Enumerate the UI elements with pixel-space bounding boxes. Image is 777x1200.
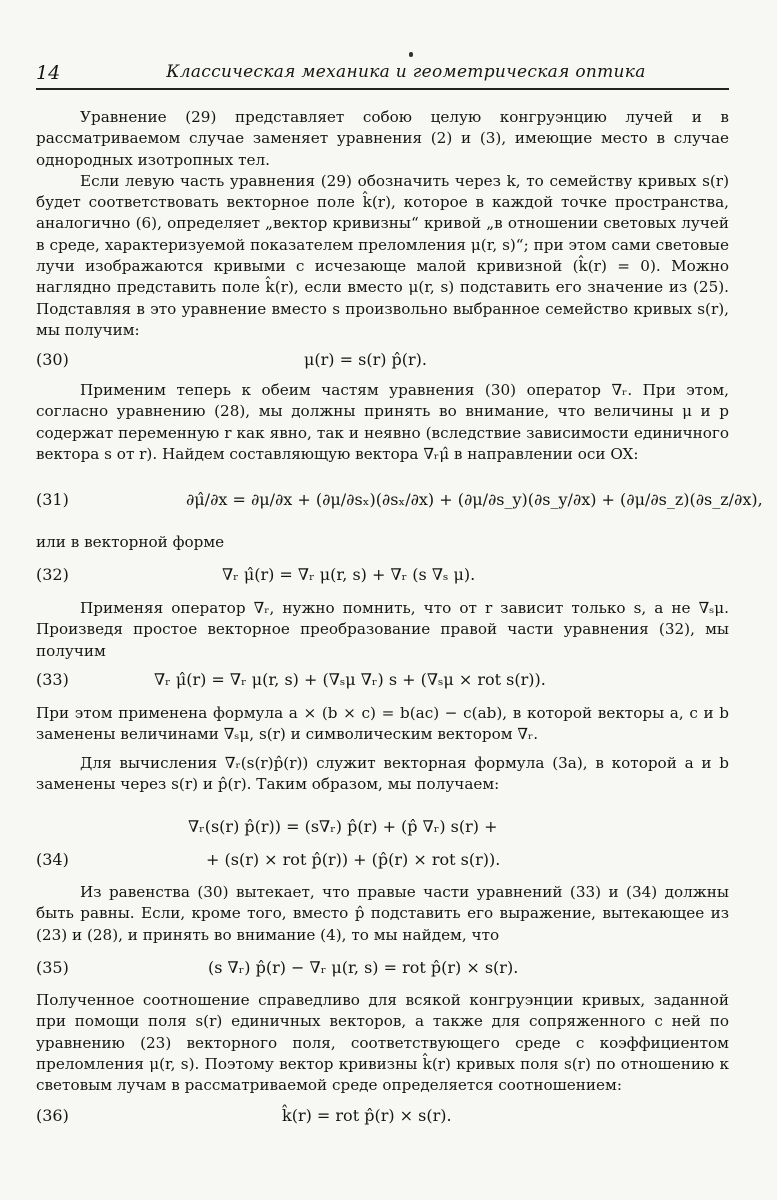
- paragraph-vector-form: [36, 532, 729, 553]
- equation-34-line-1: [36, 817, 729, 847]
- equation-body: ∇ᵣ μ̂(r) = ∇ᵣ μ(r, s) + (∇ₛμ ∇ᵣ) s + (∇ₛμ × rot s(r)).: [154, 670, 546, 689]
- paragraph-applying: [36, 598, 729, 662]
- equation-31: [36, 490, 763, 520]
- paragraph-text: Если левую часть уравнения (29) обозначить через k, то семейству кривых s(r) будет соответствовать векторное поле k̂(r), которое в каждой точке пространства, аналогично (6), определяет „вектор кривизны“ кривой „в отношении световых лучей в среде, характеризуемой показателем преломления μ(r, s)“; при этом сами световые лучи изображаются кривыми с исчезающе малой кривизной (k̂(r) = 0). Можно наглядно представить поле k̂(r), если вместо μ(r, s) подставить его значение из (25). Подставляя в это уравнение вместо s произвольно выбранное семейство кривых s(r), мы получим:: [36, 171, 729, 339]
- equation-number: (33): [36, 670, 69, 689]
- equation-number: (30): [36, 350, 69, 369]
- paragraph-congruence: [36, 107, 729, 341]
- paragraph-computation: [36, 753, 729, 796]
- equation-body: k̂(r) = rot p̂(r) × s(r).: [282, 1106, 452, 1125]
- equation-number: (35): [36, 958, 69, 977]
- paragraph-text: или в векторной форме: [36, 533, 225, 551]
- page-number: 14: [36, 62, 61, 84]
- equation-32: [36, 565, 729, 595]
- running-title: Классическая механика и геометрическая оптика: [166, 62, 646, 82]
- equation-body: (s ∇ᵣ) p̂(r) − ∇ᵣ μ(r, s) = rot p̂(r) × s(r).: [208, 958, 519, 977]
- paragraph-text: Применим теперь к обеим частям уравнения (30) оператор ∇ᵣ. При этом, согласно уравнению (28), мы должны принять во внимание, что величины μ и p содержат переменную r как явно, так и неявно (вследствие зависимости единичного вектора s от r). Найдем составляющую вектора ∇ᵣμ̂ в направлении оси OX:: [36, 381, 729, 463]
- equation-body: ∇ᵣ μ̂(r) = ∇ᵣ μ(r, s) + ∇ᵣ (s ∇ₛ μ).: [222, 565, 476, 584]
- paragraph-formula: [36, 703, 729, 746]
- paragraph-text: Из равенства (30) вытекает, что правые части уравнений (33) и (34) должны быть равны. Если, кроме того, вместо p̂ подставить его выражение, вытекающее из (23) и (28), и принять во внимание (4), то мы найдем, что: [36, 883, 729, 944]
- scan-mark: [409, 52, 413, 57]
- paragraph-text: При этом применена формула a × (b × c) = b(ac) − c(ab), в которой векторы a, c и b заменены величинами ∇ₛμ, s(r) и символическим вектором ∇ᵣ.: [36, 704, 729, 744]
- page-header: [36, 62, 729, 90]
- equation-body: μ(r) = s(r) p̂(r).: [304, 350, 427, 369]
- paragraph-text: Уравнение (29) представляет собою целую конгруэнцию лучей и в рассматриваемом случае заменяет уравнения (2) и (3), имеющие место в случае однородных изотропных тел.: [36, 108, 729, 169]
- paragraph-text: Полученное соотношение справедливо для всякой конгруэнции кривых, заданной при помощи поля s(r) единичных векторов, а также для сопряженного с ней по уравнению (23) векторного поля, соответствующего среде с коэффициентом преломления μ(r, s). Поэтому вектор кривизны k̂(r) кривых поля s(r) по отношению к световым лучам в рассматриваемой среде определяется соотношением:: [36, 991, 729, 1095]
- equation-number: (34): [36, 850, 69, 869]
- equation-number: (31): [36, 490, 69, 509]
- equation-36: [36, 1106, 729, 1136]
- paragraph-equality: [36, 882, 729, 946]
- equation-number: (32): [36, 565, 69, 584]
- equation-35: [36, 958, 729, 988]
- paragraph-operator: [36, 380, 729, 465]
- paragraph-text: Применяя оператор ∇ᵣ, нужно помнить, что от r зависит только s, а не ∇ₛμ. Произведя простое векторное преобразование правой части уравнения (32), мы получим: [36, 599, 729, 660]
- equation-body: ∂μ̂/∂x = ∂μ/∂x + (∂μ/∂sₓ)(∂sₓ/∂x) + (∂μ/∂s_y)(∂s_y/∂x) + (∂μ/∂s_z)(∂s_z/∂x),: [186, 490, 763, 509]
- equation-body: ∇ᵣ(s(r) p̂(r)) = (s∇ᵣ) p̂(r) + (p̂ ∇ᵣ) s(r) +: [188, 817, 498, 836]
- equation-number: (36): [36, 1106, 69, 1125]
- equation-30: [36, 350, 729, 380]
- equation-body: + (s(r) × rot p̂(r)) + (p̂(r) × rot s(r)).: [206, 850, 501, 869]
- equation-33: [36, 670, 729, 700]
- paragraph-text: Для вычисления ∇ᵣ(s(r)p̂(r)) служит векторная формула (3a), в которой a и b заменены через s(r) и p̂(r). Таким образом, мы получаем:: [36, 754, 729, 794]
- paragraph-conclusion: [36, 990, 729, 1096]
- equation-34-line-2: [36, 850, 729, 880]
